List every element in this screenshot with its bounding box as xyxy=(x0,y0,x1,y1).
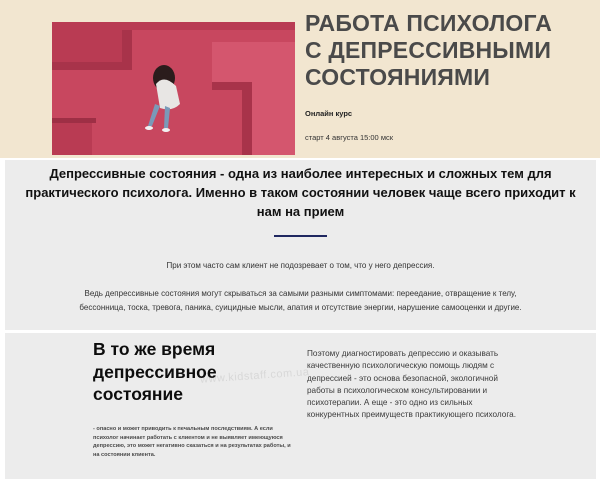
section-divider xyxy=(274,235,327,237)
sitting-woman-image xyxy=(52,22,295,155)
danger-heading: В то же время депрессивное состояние xyxy=(93,339,217,404)
hero-photo xyxy=(52,22,295,155)
start-date-label: старт 4 августа 15:00 мск xyxy=(305,133,394,142)
intro-paragraph-2: Ведь депрессивные состояния могут скрываться за самыми разными симптомами: переедание, отвращение к телу, бессонница, тоска, тревога, паника, суицидные мысли, апатия и отсутствие энергии, нарушение самооценки и другие. xyxy=(79,289,522,312)
danger-section xyxy=(5,333,596,479)
page-title: РАБОТА ПСИХОЛОГА С ДЕПРЕССИВНЫМИ СОСТОЯНИЯМИ xyxy=(305,10,553,90)
intro-section xyxy=(5,160,596,330)
danger-note: - опасно и может приводить к печальным последствиям. А если психолог начинает работать с клиентом и не выявляет имеющуюся депрессию, это может негативно сказаться и на результатах работы, и на состоянии клиента. xyxy=(93,426,291,458)
diagnosis-paragraph: Поэтому диагностировать депрессию и оказывать качественную психологическую помощь людям с депрессией - это основа безопасной, экологичной работы в психологическом консультировании и психотерапии. А еще - это одно из сильных конкурентных преимуществ практикующего психолога. xyxy=(307,349,516,420)
intro-heading: Депрессивные состояния - одна из наиболее интересных и сложных тем для практического психолога. Именно в таком состоянии человек чаще всего приходит к нам на прием xyxy=(25,166,576,219)
course-type-label: Онлайн курс xyxy=(305,109,353,118)
intro-paragraph-1: При этом часто сам клиент не подозревает о том, что у него депрессия. xyxy=(166,261,435,270)
hero-banner xyxy=(0,0,600,158)
